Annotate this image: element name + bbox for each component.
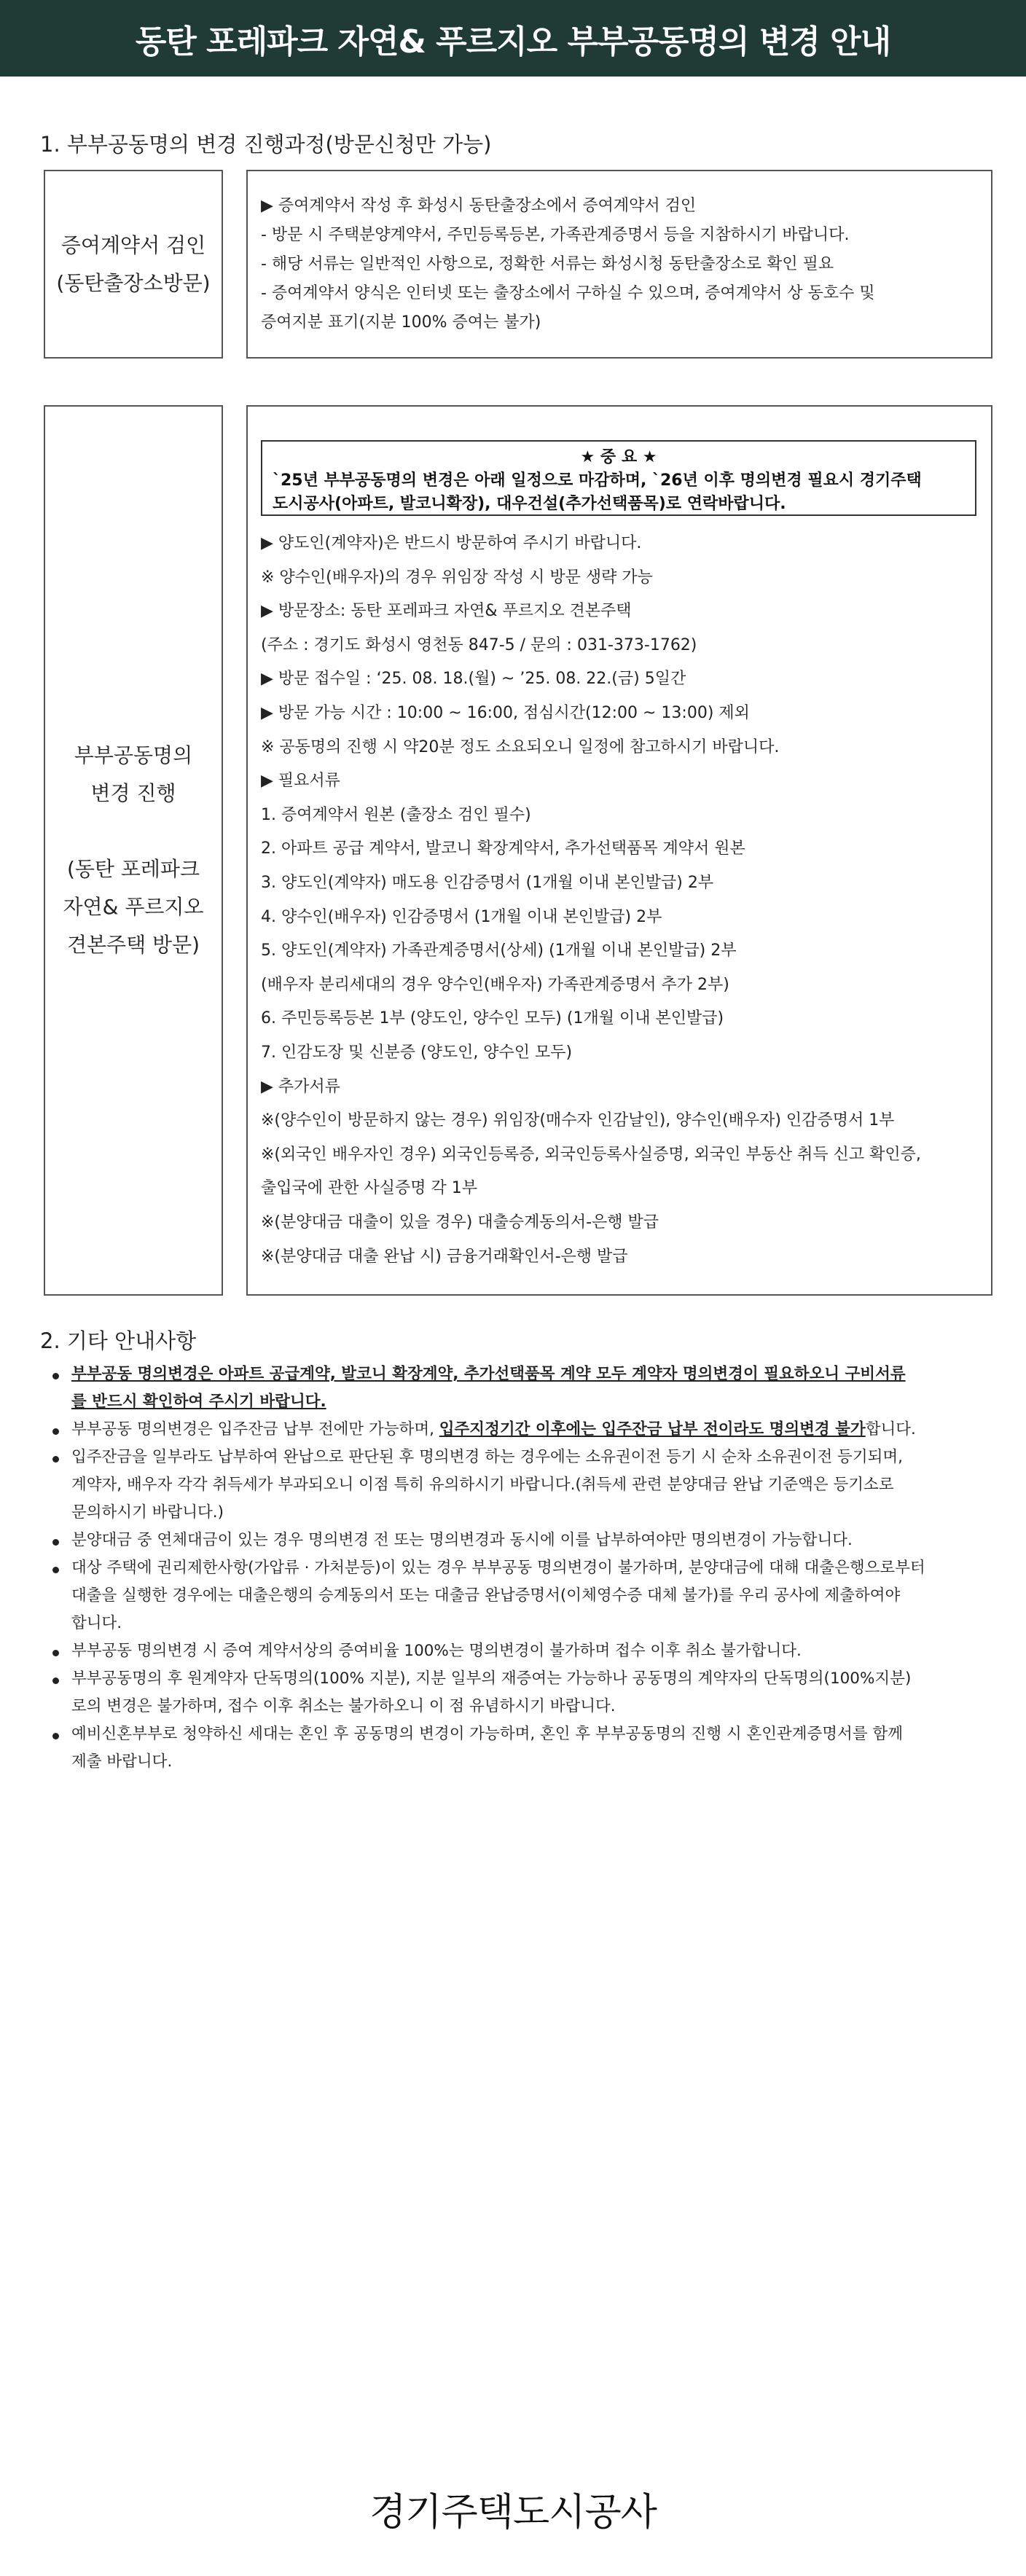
content-line: 3. 양도인(계약자) 매도용 인감증명서 (1개월 이내 본인발급) 2부: [261, 874, 714, 892]
footer-org: 경기주택도시공사: [369, 2491, 657, 2534]
important-notice-box: [261, 440, 976, 516]
content-line: 4. 양수인(배우자) 인감증명서 (1개월 이내 본인발급) 2부: [261, 907, 662, 926]
note-2-part-a: 부부공동 명의변경은 입주잔금 납부 전에만 가능하며,: [71, 1420, 439, 1438]
content-line: (배우자 분리세대의 경우 양수인(배우자) 가족관계증명서 추가 2부): [261, 975, 729, 994]
content-line: 1. 증여계약서 원본 (출장소 검인 필수): [261, 805, 531, 824]
step1-content-box: [246, 170, 992, 359]
step1-label-box: [44, 170, 223, 359]
note-5-line-1: 대상 주택에 권리제한사항(가압류 · 가처분등)이 있는 경우 부부공동 명의변경이 불가하며, 분양대금에 대해 대출은행으로부터: [71, 1559, 925, 1577]
important-line-2: 도시공사(아파트, 발코니확장), 대우건설(추가선택품목)로 연락바랍니다.: [273, 495, 786, 513]
content-line: 2. 아파트 공급 계약서, 발코니 확장계약서, 추가선택품목 계약서 원본: [261, 839, 745, 858]
content-line: 5. 양도인(계약자) 가족관계증명서(상세) (1개월 이내 본인발급) 2부: [261, 941, 737, 960]
content-line: ※(외국인 배우자인 경우) 외국인등록증, 외국인등록사실증명, 외국인 부동산 취득 신고 확인증,: [261, 1145, 921, 1164]
note-8-line-1: 예비신혼부부로 청약하신 세대는 혼인 후 공동명의 변경이 가능하며, 혼인 후 부부공동명의 진행 시 혼인관계증명서를 함께: [71, 1725, 903, 1743]
note-7-line-1: 부부공동명의 후 원계약자 단독명의(100% 지분), 지분 일부의 재증여는 가능하나 공동명의 계약자의 단독명의(100%지분): [71, 1669, 912, 1688]
content-line: - 증여계약서 양식은 인터넷 또는 출장소에서 구하실 수 있으며, 증여계약서 상 동호수 및: [261, 284, 875, 302]
note-1-line-2: 를 반드시 확인하여 주시기 바랍니다.: [71, 1393, 326, 1411]
content-line: 출입국에 관한 사실증명 각 1부: [261, 1179, 477, 1198]
content-line: ▶ 필요서류: [261, 772, 340, 791]
step2-label-box: [44, 405, 223, 1296]
content-line: ※ 공동명의 진행 시 약20분 정도 소요되오니 일정에 참고하시기 바랍니다.: [261, 737, 780, 756]
bullet-dot: [52, 1456, 59, 1463]
bullet-dot: [52, 1677, 59, 1684]
content-line: 6. 주민등록등본 1부 (양도인, 양수인 모두) (1개월 이내 본인발급): [261, 1009, 724, 1028]
content-line: 7. 인감도장 및 신분증 (양도인, 양수인 모두): [261, 1044, 573, 1062]
step1-label: 증여계약서 검인 (동탄출장소방문): [56, 232, 211, 295]
important-title: ★ 중 요 ★: [580, 448, 657, 466]
note-3-line-2: 계약자, 배우자 각각 취득세가 부과되오니 이점 특히 유의하시기 바랍니다.(취득세 관련 분양대금 완납 기준액은 등기소로: [71, 1476, 894, 1494]
content-line: ※(분양대금 대출이 있을 경우) 대출승계동의서-은행 발급: [261, 1213, 659, 1232]
bullet-dot: [52, 1650, 59, 1656]
content-line: (주소 : 경기도 화성시 영천동 847-5 / 문의 : 031-373-1762): [261, 635, 697, 654]
bullet-dot: [52, 1539, 59, 1546]
section1-title: 1. 부부공동명의 변경 진행과정(방문신청만 가능): [40, 132, 492, 157]
note-8-line-2: 제출 바랍니다.: [71, 1753, 173, 1771]
note-2-emphasis: 입주지정기간 이후에는 입주잔금 납부 전이라도 명의변경 불가: [439, 1420, 866, 1438]
note-2-part-c: 합니다.: [865, 1420, 916, 1438]
page-header: [0, 0, 1026, 77]
note-1-line-1: 부부공동 명의변경은 아파트 공급계약, 발코니 확장계약, 추가선택품목 계약 모두 계약자 명의변경이 필요하오니 구비서류: [71, 1365, 906, 1383]
note-3-line-1: 입주잔금을 일부라도 납부하여 완납으로 판단된 후 명의변경 하는 경우에는 소유권이전 등기 시 순차 소유권이전 등기되며,: [71, 1448, 903, 1466]
note-4: 분양대금 중 연체대금이 있는 경우 명의변경 전 또는 명의변경과 동시에 이를 납부하여야만 명의변경이 가능합니다.: [71, 1531, 853, 1549]
content-line: ▶ 양도인(계약자)은 반드시 방문하여 주시기 바랍니다.: [261, 534, 642, 552]
bullet-dot: [52, 1428, 59, 1435]
page-title: 동탄 포레파크 자연& 푸르지오 부부공동명의 변경 안내: [135, 23, 891, 60]
content-line: - 해당 서류는 일반적인 사항으로, 정확한 서류는 화성시청 동탄출장소로 확인 필요: [261, 255, 834, 273]
step2-label: 부부공동명의 변경 진행 (동탄 포레파크 자연& 푸르지오 견본주택 방문): [63, 743, 204, 957]
content-line: ▶ 추가서류: [261, 1077, 340, 1096]
content-line: ※ 양수인(배우자)의 경우 위임장 작성 시 방문 생략 가능: [261, 568, 653, 587]
note-7-line-2: 로의 변경은 불가하며, 접수 이후 취소는 불가하오니 이 점 유념하시기 바랍니다.: [71, 1697, 616, 1715]
content-line: ※(분양대금 대출 완납 시) 금융거래확인서-은행 발급: [261, 1247, 628, 1266]
note-3-line-3: 문의하시기 바랍니다.): [71, 1503, 224, 1522]
content-line: 증여지분 표기(지분 100% 증여는 불가): [261, 313, 541, 332]
note-2: [71, 1417, 916, 1439]
content-line: - 방문 시 주택분양계약서, 주민등록등본, 가족관계증명서 등을 지참하시기 바랍니다.: [261, 226, 850, 244]
content-line: ※(양수인이 방문하지 않는 경우) 위임장(매수자 인감날인), 양수인(배우자) 인감증명서 1부: [261, 1111, 895, 1130]
content-line: ▶ 증여계약서 작성 후 화성시 동탄출장소에서 증여계약서 검인: [261, 197, 697, 215]
note-5-line-3: 합니다.: [71, 1614, 122, 1632]
bullet-dot: [52, 1373, 59, 1379]
content-line: ▶ 방문 접수일 : ‘25. 08. 18.(월) ~ ’25. 08. 22.(금) 5일간: [261, 670, 686, 689]
note-6: 부부공동 명의변경 시 증여 계약서상의 증여비율 100%는 명의변경이 불가하며 접수 이후 취소 불가합니다.: [71, 1642, 802, 1660]
bullet-dot: [52, 1733, 59, 1739]
important-line-1: `25년 부부공동명의 변경은 아래 일정으로 마감하며, `26년 이후 명의변경 필요시 경기주택: [273, 471, 922, 490]
content-line: ▶ 방문 가능 시간 : 10:00 ~ 16:00, 점심시간(12:00 ~ 13:00) 제외: [261, 704, 750, 722]
content-line: ▶ 방문장소: 동탄 포레파크 자연& 푸르지오 견본주택: [261, 602, 632, 621]
note-5-line-2: 대출을 실행한 경우에는 대출은행의 승계동의서 또는 대출금 완납증명서(이체영수증 대체 불가)를 우리 공사에 제출하여야: [71, 1586, 901, 1605]
section2-title: 2. 기타 안내사항: [40, 1328, 197, 1353]
bullet-dot: [52, 1567, 59, 1573]
